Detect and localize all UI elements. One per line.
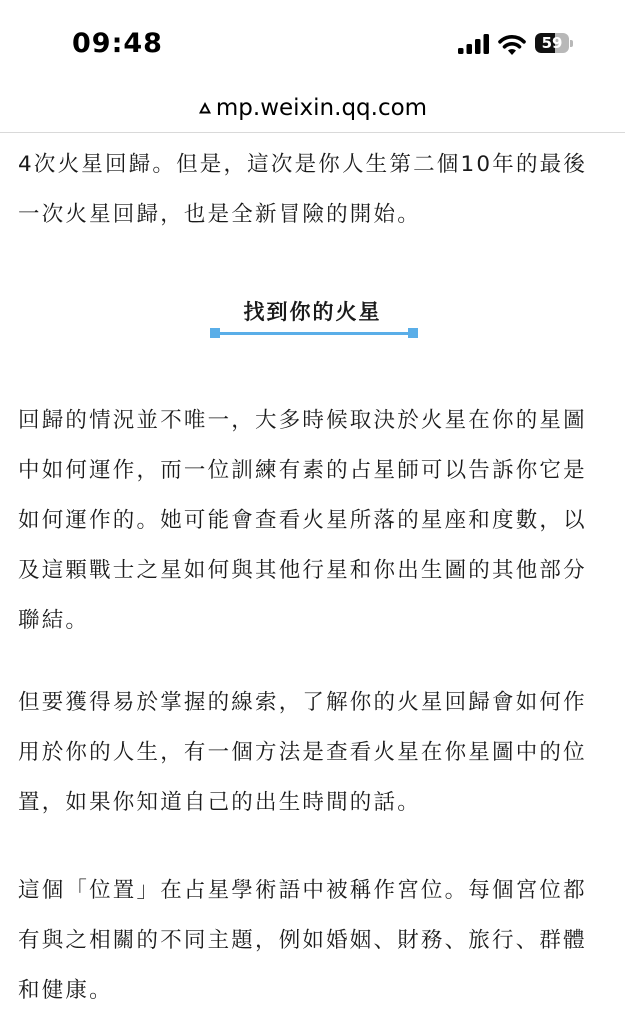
- status-bar: [0, 0, 625, 86]
- text-line: 但要獲得易於掌握的線索，了解你的火星回歸會如何作: [18, 690, 587, 715]
- paragraph-2: [18, 678, 613, 828]
- url-text[interactable]: mp.weixin.qq.com: [215, 95, 428, 121]
- text-line: 有與之相關的不同主題，例如婚姻、財務、旅行、群體: [18, 928, 587, 953]
- section-heading: [0, 296, 625, 346]
- text-line: 中如何運作，而一位訓練有素的占星師可以告訴你它是: [18, 458, 587, 483]
- battery-cap: [570, 40, 573, 47]
- text-line: 和健康。: [18, 978, 113, 1003]
- paragraph-1: [18, 396, 613, 646]
- battery-body: [535, 33, 569, 53]
- battery-icon: [535, 33, 573, 55]
- underline-left-dot: [210, 328, 220, 338]
- text-line: 及這顆戰士之星如何與其他行星和你出生圖的其他部分: [18, 558, 587, 583]
- address-bar-divider: [0, 132, 625, 133]
- section-title: 找到你的火星: [243, 300, 382, 324]
- text-line: 一次火星回歸，也是全新冒險的開始。: [18, 202, 421, 227]
- text-line: 4次火星回歸。但是，這次是你人生第二個10年的最後: [18, 152, 588, 177]
- status-time: 09:48: [72, 28, 163, 59]
- status-icons: [458, 33, 573, 55]
- text-line: 如何運作的。她可能會查看火星所落的星座和度數，以: [18, 508, 587, 533]
- address-bar[interactable]: [0, 86, 625, 130]
- title-underline: [214, 332, 414, 335]
- cellular-signal-icon: [458, 34, 489, 54]
- text-line: 這個「位置」在占星學術語中被稱作宮位。每個宮位都: [18, 878, 587, 903]
- text-line: 置，如果你知道自己的出生時間的話。: [18, 790, 421, 815]
- underline-right-dot: [408, 328, 418, 338]
- wifi-icon: [498, 34, 526, 55]
- reader-icon[interactable]: [198, 101, 212, 115]
- text-line: 回歸的情況並不唯一，大多時候取決於火星在你的星圖: [18, 408, 587, 433]
- text-line: 聯結。: [18, 608, 90, 633]
- intro-paragraph: [18, 140, 613, 240]
- paragraph-3: [18, 866, 613, 1016]
- battery-percentage: 59: [541, 34, 563, 52]
- text-line: 用於你的人生，有一個方法是查看火星在你星圖中的位: [18, 740, 587, 765]
